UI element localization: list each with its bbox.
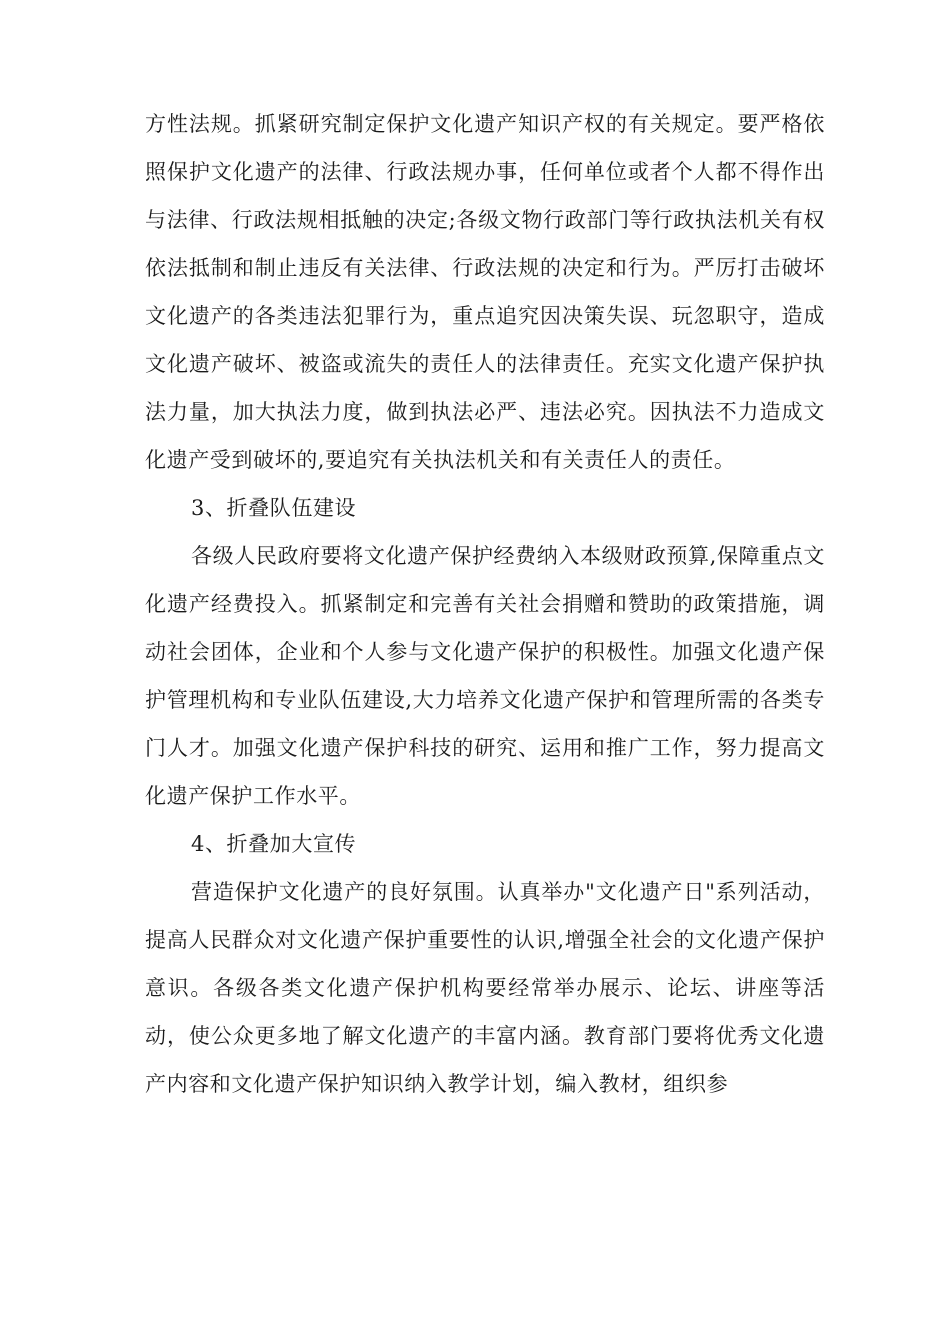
section-heading: 3、折叠队伍建设 (191, 496, 357, 520)
body-paragraph: 各级人民政府要将文化遗产保护经费纳入本级财政预算,保障重点文化遗产经费投入。抓紧制定和完善有关社会捐赠和赞助的政策措施，调动社会团体，企业和个人参与文化遗产保护的积极性。加强文化遗产保护管理机构和专业队伍建设,大力培养文化遗产保护和管理所需的各类专门人才。加强文化遗产保护科技的研究、运用和推广工作，努力提高文化遗产保护工作水平。 (145, 544, 825, 808)
body-paragraph: 营造保护文化遗产的良好氛围。认真举办"文化遗产日"系列活动，提高人民群众对文化遗产保护重要性的认识,增强全社会的文化遗产保护意识。各级各类文化遗产保护机构要经常举办展示、论坛、讲座等活动，使公众更多地了解文化遗产的丰富内涵。教育部门要将优秀文化遗产内容和文化遗产保护知识纳入教学计划，编入教材，组织参 (145, 880, 825, 1096)
section-heading: 4、折叠加大宣传 (191, 832, 357, 856)
document-page (145, 100, 825, 1108)
body-paragraph: 方性法规。抓紧研究制定保护文化遗产知识产权的有关规定。要严格依照保护文化遗产的法律、行政法规办事，任何单位或者个人都不得作出与法律、行政法规相抵触的决定;各级文物行政部门等行政执法机关有权依法抵制和制止违反有关法律、行政法规的决定和行为。严厉打击破坏文化遗产的各类违法犯罪行为，重点追究因决策失误、玩忽职守，造成文化遗产破坏、被盗或流失的责任人的法律责任。充实文化遗产保护执法力量，加大执法力度，做到执法必严、违法必究。因执法不力造成文化遗产受到破坏的,要追究有关执法机关和有关责任人的责任。 (145, 112, 825, 472)
